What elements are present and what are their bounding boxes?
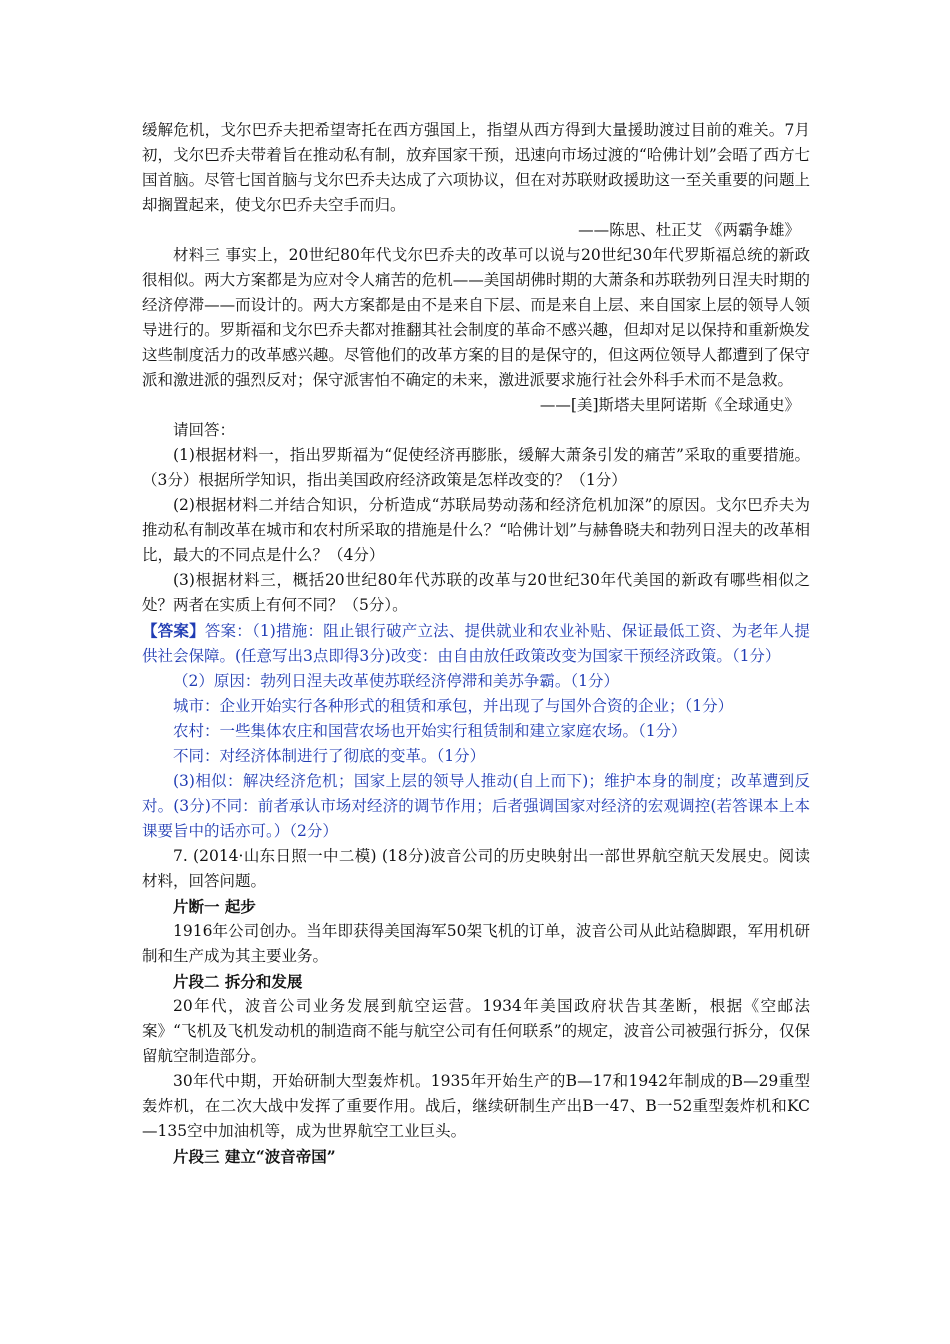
material-two-source: ——陈思、杜正艾 《两霸争雄》: [578, 221, 800, 239]
section-2-text-2: 30年代中期，开始研制大型轰炸机。1935年开始生产的B—17和1942年制成的B—29重型轰炸机，在二次大战中发挥了重要作用。战后，继续研制生产出B一47、B一52重型轰炸机和KC—135空中加油机等，成为世界航空工业巨头。: [142, 1072, 810, 1140]
questions-intro: 请回答：: [173, 421, 236, 439]
material-three-source: ——[美]斯塔夫里阿诺斯《全球通史》: [539, 396, 800, 414]
section-2-title: 片段二 拆分和发展: [173, 972, 303, 991]
answer-line-1: [142, 618, 810, 669]
answer-text-1: 答案：（1)措施：阻止银行破产立法、提供就业和农业补贴、保证最低工资、为老年人提供社会保障。(任意写出3点即得3分)改变：由自由放任政策改变为国家干预经济政策。（1分）: [142, 622, 810, 665]
question-3: (3)根据材料三，概括20世纪80年代苏联的改革与20世纪30年代美国的新政有哪些相似之处？两者在实质上有何不同？（5分）。: [142, 571, 810, 614]
question-2: (2)根据材料二并结合知识，分析造成“苏联局势动荡和经济危机加深”的原因。戈尔巴乔夫为推动私有制改革在城市和农村所采取的措施是什么？“哈佛计划”与赫鲁晓夫和勃列日涅夫的改革相比，最大的不同点是什么？（4分）: [142, 496, 810, 564]
answer-item-4: 不同：对经济体制进行了彻底的变革。（1分）: [173, 747, 486, 765]
question-7-intro: 7. (2014·山东日照一中二模) (18分)波音公司的历史映射出一部世界航空航天发展史。阅读材料，回答问题。: [142, 847, 810, 890]
answer-item-1: （2）原因：勃列日涅夫改革使苏联经济停滞和美苏争霸。（1分）: [173, 672, 619, 690]
question-1: (1)根据材料一，指出罗斯福为“促使经济再膨胀，缓解大萧条引发的痛苦”采取的重要措施。（3分）根据所学知识，指出美国政府经济政策是怎样改变的？（1分）: [142, 446, 810, 489]
answer-line-3: (3)相似：解决经济危机；国家上层的领导人推动(自上而下)；维护本身的制度；改革遭到反对。(3分)不同：前者承认市场对经济的调节作用；后者强调国家对经济的宏观调控(若答课本上本课要旨中的话亦可。）（2分）: [142, 772, 810, 840]
material-three: 材料三 事实上，20世纪80年代戈尔巴乔夫的改革可以说与20世纪30年代罗斯福总统的新政很相似。两大方案都是为应对令人痛苦的危机——美国胡佛时期的大萧条和苏联勃列日涅夫时期的经济停滞——而设计的。两大方案都是由不是来自下层、而是来自上层、来自国家上层的领导人领导进行的。罗斯福和戈尔巴乔夫都对推翻其社会制度的革命不感兴趣，但却对足以保持和重新焕发这些制度活力的改革感兴趣。尽管他们的改革方案的目的是保守的，但这两位领导人都遭到了保守派和激进派的强烈反对；保守派害怕不确定的未来，激进派要求施行社会外科手术而不是急救。: [142, 246, 810, 389]
section-3-title: 片段三 建立“波音帝国”: [173, 1147, 336, 1166]
material-two-tail: 缓解危机，戈尔巴乔夫把希望寄托在西方强国上，指望从西方得到大量援助渡过目前的难关。7月初，戈尔巴乔夫带着旨在推动私有制，放弃国家干预，迅速向市场过渡的“哈佛计划”会晤了西方七国首脑。尽管七国首脑与戈尔巴乔夫达成了六项协议，但在对苏联财政援助这一至关重要的问题上却搁置起来，使戈尔巴乔夫空手而归。: [142, 121, 810, 214]
answer-tag: 【答案】: [142, 621, 205, 640]
answer-item-3: 农村：一些集体农庄和国营农场也开始实行租赁制和建立家庭农场。（1分）: [173, 722, 687, 740]
section-2-text-1: 20年代，波音公司业务发展到航空运营。1934年美国政府状告其垄断，根据《空邮法案》“飞机及飞机发动机的制造商不能与航空公司有任何联系”的规定，波音公司被强行拆分，仅保留航空制造部分。: [142, 997, 810, 1065]
answer-item-2: 城市：企业开始实行各种形式的租赁和承包，并出现了与国外合资的企业；（1分）: [173, 697, 734, 715]
document-page: [142, 118, 810, 1169]
section-1-title: 片断一 起步: [173, 897, 256, 916]
section-1-text: 1916年公司创办。当年即获得美国海军50架飞机的订单，波音公司从此站稳脚跟，军用机研制和生产成为其主要业务。: [142, 922, 810, 965]
